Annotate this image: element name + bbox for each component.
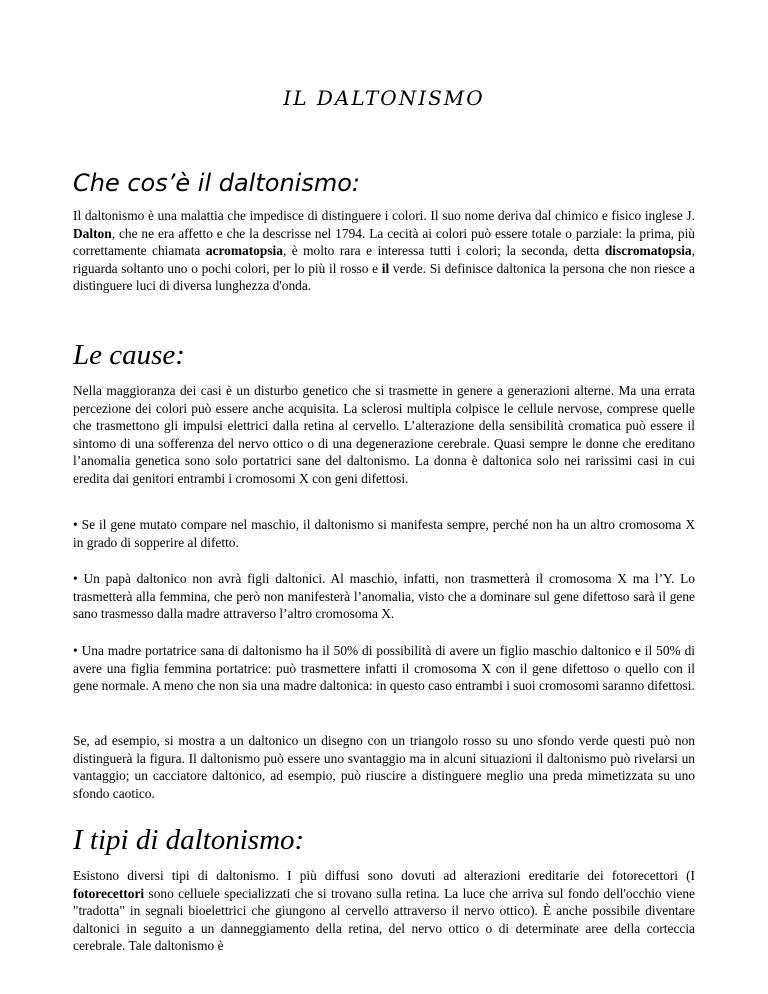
bold-term-acromatopsia: acromatopsia (205, 243, 283, 259)
document-title: IL DALTONISMO (283, 86, 485, 110)
bold-term-dalton: Dalton (73, 225, 112, 241)
section-heading-types: I tipi di daltonismo: (73, 824, 305, 856)
paragraph-bullet-male: • Se il gene mutato compare nel maschio, il daltonismo si manifesta sempre, perché non ha un altro cromosoma X in grado di sopperire al difetto. (73, 517, 695, 550)
paragraph-definition: Il daltonismo è una malattia che impedisce di distinguere i colori. Il suo nome deriva dal chimico e fisico inglese J. Dalton, che ne era affetto e che la descrisse nel 1794. La cecità ai colori può essere totale o parziale: la prima, più correttamente chiamata acromatopsia, è molto rara e interessa tutti i colori; la seconda, detta discromatopsia, riguarda soltanto uno o pochi colori, per lo più il rosso e il verde. Si definisce daltonica la persona che non riesce a distinguere luci di diversa lunghezza d'onda. (73, 208, 696, 294)
paragraph-bullet-mother: • Una madre portatrice sana di daltonismo ha il 50% di possibilità di avere un figlio maschio daltonico e il 50% di avere una figlia femmina portatrice: può trasmettere infatti il cromosoma X con il gene difettoso o quello con il gene normale. A meno che non sia una madre daltonica: in questo caso entrambi i suoi cromosomi saranno difettosi. (73, 643, 695, 694)
bold-term-fotorecettori: fotorecettori (73, 885, 145, 901)
paragraph-bullet-father: • Un papà daltonico non avrà figli daltonici. Al maschio, infatti, non trasmetterà il cromosoma X ma l’Y. Lo trasmetterà alla femmina, che però non manifesterà l’anomalia, visto che a dominare sul gene difettoso sarà il gene sano trasmesso dalla madre attraverso l’altro cromosoma X. (73, 571, 695, 622)
bold-term-discromatopsia: discromatopsia (604, 243, 692, 259)
paragraph-causes-intro: Nella maggioranza dei casi è un disturbo genetico che si trasmette in genere a generazioni alterne. Ma una errata percezione dei colori può essere anche acquisita. La sclerosi multipla colpisce le cellule nervose, comprese quelle che trasmettono gli impulsi elettrici dalla retina al cervello. L’alterazione della sensibilità cromatica può essere il sintomo di una sofferenza del nervo ottico o di una degenerazione cerebrale. Quasi sempre le donne che ereditano l’anomalia genetica sono solo portatrici sane del daltonismo. La donna è daltonica solo nei rarissimi casi in cui eredita dai genitori entrambi i cromosomi X con geni difettosi. (73, 383, 695, 486)
bold-term-il: il (381, 260, 390, 276)
section-heading-causes: Le cause: (73, 339, 185, 371)
paragraph-example: Se, ad esempio, si mostra a un daltonico un disegno con un triangolo rosso su uno sfondo verde questi può non distinguerà la figura. Il daltonismo può essere uno svantaggio ma in alcuni situazioni il daltonismo può rivelarsi un vantaggio; un cacciatore daltonico, ad esempio, può riuscire a distinguere meglio una preda mimetizzata su uno sfondo caotico. (73, 733, 695, 801)
paragraph-types: Esistono diversi tipi di daltonismo. I più diffusi sono dovuti ad alterazioni ereditarie dei fotorecettori (I fotorecettori sono celluele specializzati che si trovano sulla retina. La luce che arriva sul fondo dell'occhio viene "tradotta" in segnali bioelettrici che giungono al cervello attraverso il nervo ottico). È anche possibile diventare daltonici in seguito a un danneggiamento della retina, del nervo ottico o di determinate aree della corteccia cerebrale. Tale daltonismo è (73, 868, 695, 954)
section-heading-what-is: Che cos’è il daltonismo: (73, 169, 360, 197)
